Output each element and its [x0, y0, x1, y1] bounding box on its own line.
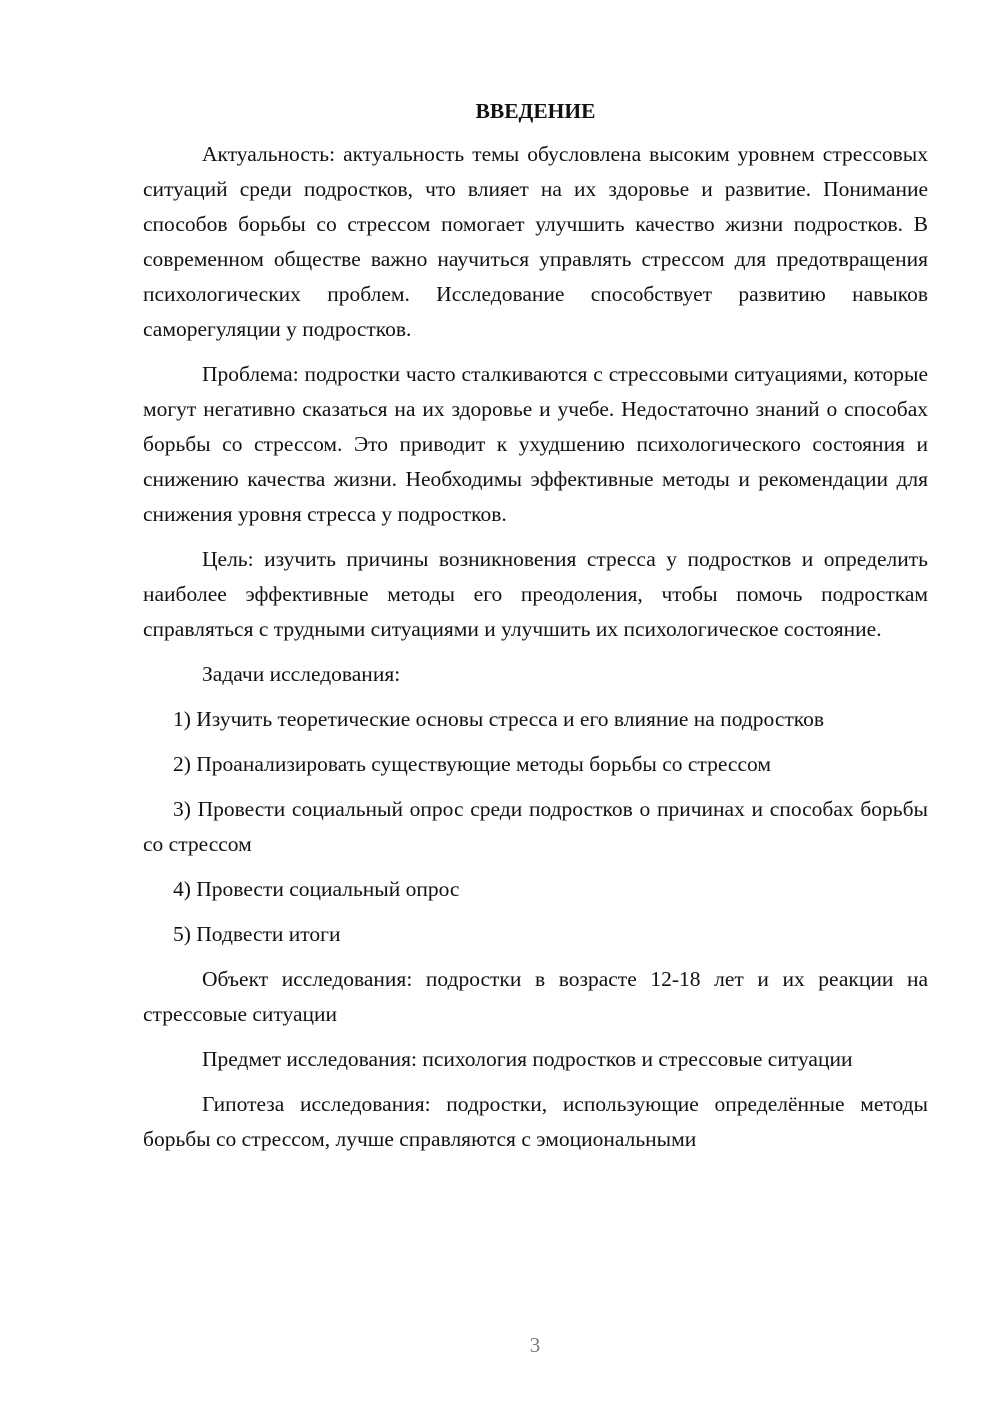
- task-item-3: 3) Провести социальный опрос среди подростков о причинах и способах борьбы со стрессом: [143, 797, 928, 856]
- task-item-2: 2) Проанализировать существующие методы борьбы со стрессом: [173, 752, 771, 776]
- page-number: 3: [529, 1333, 541, 1357]
- paragraph-relevance: Актуальность: актуальность темы обусловлена высоким уровнем стрессовых ситуаций среди подростков, что влияет на их здоровье и развитие. Понимание способов борьбы со стрессом помогает улучшить качество жизни подростков. В современном обществе важно научиться управлять стрессом для предотвращения психологических проблем. Исследование способствует развитию навыков саморегуляции у подростков.: [143, 142, 928, 341]
- paragraph-object: Объект исследования: подростки в возрасте 12-18 лет и их реакции на стрессовые ситуации: [143, 967, 928, 1026]
- page-content: [143, 95, 928, 1157]
- paragraph-subject: Предмет исследования: психология подростков и стрессовые ситуации: [202, 1047, 853, 1071]
- tasks-title: Задачи исследования:: [202, 662, 401, 686]
- paragraph-hypothesis: Гипотеза исследования: подростки, использующие определённые методы борьбы со стрессом, лучше справляются с эмоциональными: [143, 1092, 928, 1151]
- task-item-5: 5) Подвести итоги: [173, 922, 341, 946]
- task-item-1: 1) Изучить теоретические основы стресса и его влияние на подростков: [173, 707, 825, 731]
- section-heading: ВВЕДЕНИЕ: [475, 99, 596, 123]
- paragraph-goal: Цель: изучить причины возникновения стресса у подростков и определить наиболее эффективные методы его преодоления, чтобы помочь подросткам справляться с трудными ситуациями и улучшить их психологическое состояние.: [143, 547, 928, 641]
- paragraph-problem: Проблема: подростки часто сталкиваются с стрессовыми ситуациями, которые могут негативно сказаться на их здоровье и учебе. Недостаточно знаний о способах борьбы со стрессом. Это приводит к ухудшению психологического состояния и снижению качества жизни. Необходимы эффективные методы и рекомендации для снижения уровня стресса у подростков.: [143, 362, 928, 526]
- task-item-4: 4) Провести социальный опрос: [173, 877, 460, 901]
